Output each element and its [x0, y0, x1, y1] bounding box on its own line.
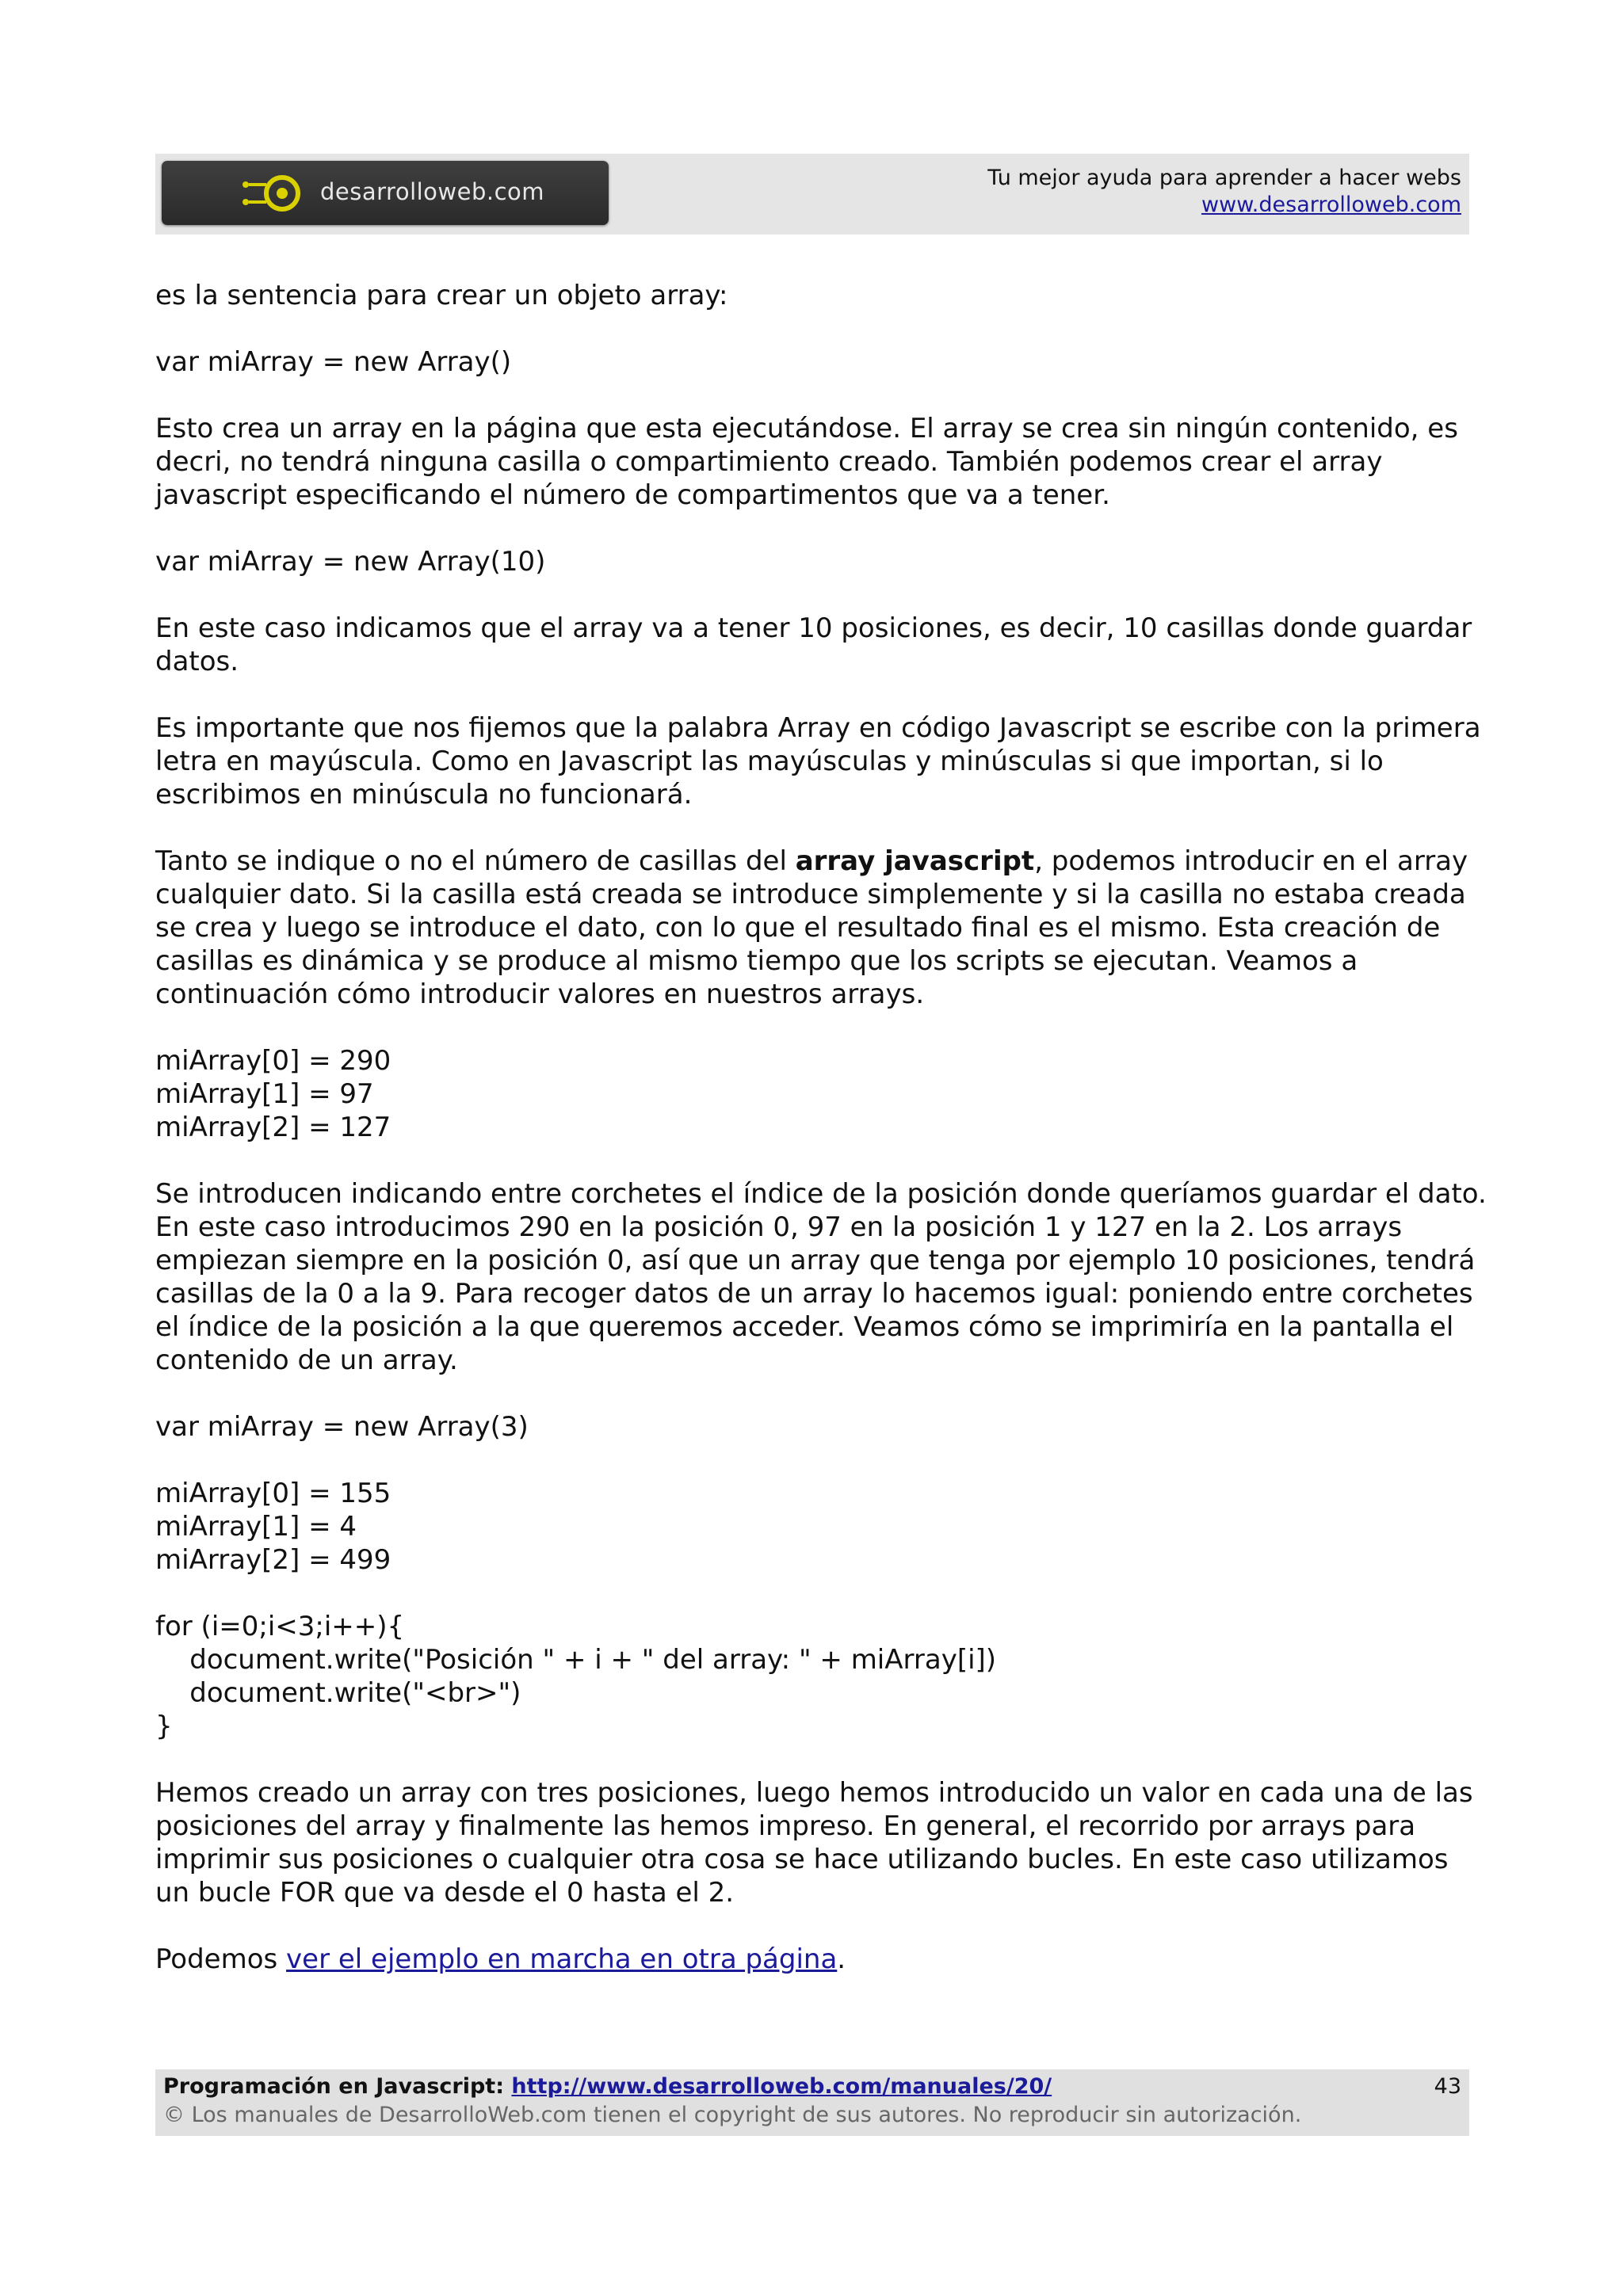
main-content [155, 279, 1487, 2009]
footer-copyright: © Los manuales de DesarrolloWeb.com tienen el copyright de sus autores. No reproducir sin autorización. [163, 2103, 1302, 2127]
paragraph-ten-positions: En este caso indicamos que el array va a tener 10 posiciones, es decir, 10 casillas donde guardar datos. [155, 612, 1472, 677]
page-number: 43 [1434, 2074, 1461, 2099]
paragraph-create-array: Esto crea un array en la página que esta ejecutándose. El array se crea sin ningún contenido, es decri, no tendrá ninguna casilla o compartimiento creado. También podemos crear el array javascript especificando el número de compartimentos que va a tener. [155, 413, 1458, 511]
header-tagline: Tu mejor ayuda para aprender a hacer webs [987, 166, 1461, 190]
logo-mark-icon [236, 174, 315, 213]
example-link[interactable]: ver el ejemplo en marcha en otra página [286, 1943, 838, 1975]
text-span: . [837, 1943, 846, 1975]
code-new-array-10: var miArray = new Array(10) [155, 546, 546, 578]
footer-url-link[interactable]: http://www.desarrolloweb.com/manuales/20/ [511, 2074, 1052, 2099]
footer-title [163, 2074, 1052, 2099]
logo-text: desarrolloweb.com [320, 178, 545, 205]
page-header [155, 154, 1469, 235]
text-span: Podemos [155, 1943, 287, 1975]
code-new-array: var miArray = new Array() [155, 346, 512, 378]
paragraph-uppercase: Es importante que nos fijemos que la palabra Array en código Javascript se escribe con la primera letra en mayúscula. Como en Javascript las mayúsculas y minúsculas si que importan, si lo escribimos en minúscula no funcionará. [155, 712, 1481, 810]
code-new-array-3: var miArray = new Array(3) [155, 1411, 529, 1443]
header-tagline-block [987, 165, 1461, 219]
page-footer [155, 2069, 1469, 2136]
code-assign-values: miArray[0] = 290 miArray[1] = 97 miArray[2] = 127 [155, 1045, 391, 1143]
paragraph-summary: Hemos creado un array con tres posiciones, luego hemos introducido un valor en cada una de las posiciones del array y finalmente las hemos impreso. En general, el recorrido por arrays para imprimir sus posiciones o cualquier otra cosa se hace utilizando bucles. En este caso utilizamos un bucle FOR que va desde el 0 hasta el 2. [155, 1777, 1473, 1909]
text-span: , podemos introducir en el array cualquier dato. Si la casilla está creada se introduce simplemente y si la casilla no estaba creada se crea y luego se introduce el dato, con lo que el resultado final es el mismo. Esta creación de casillas es dinámica y se produce al mismo tiempo que los scripts se ejecutan. Veamos a continuación cómo introducir valores en nuestros arrays. [155, 845, 1468, 1010]
bold-term: array javascript [795, 845, 1035, 877]
paragraph-dynamic [155, 845, 1487, 1011]
text-span: Tanto se indique o no el número de casillas del [155, 845, 796, 877]
paragraph-intro: es la sentencia para crear un objeto array: [155, 280, 728, 311]
paragraph-example-link [155, 1943, 1487, 1976]
code-for-loop: for (i=0;i<3;i++){ document.write("Posición " + i + " del array: " + miArray[i]) document.write("<br>") } [155, 1611, 997, 1742]
footer-title-text: Programación en Javascript: [163, 2074, 512, 2099]
code-assign-values-2: miArray[0] = 155 miArray[1] = 4 miArray[2] = 499 [155, 1478, 391, 1576]
header-site-link[interactable]: www.desarrolloweb.com [1201, 193, 1461, 217]
paragraph-index: Se introducen indicando entre corchetes el índice de la posición donde queríamos guardar el dato. En este caso introducimos 290 en la posición 0, 97 en la posición 1 y 127 en la 2. Los arrays empiezan siempre en la posición 0, así que un array que tenga por ejemplo 10 posiciones, tendrá casillas de la 0 a la 9. Para recoger datos de un array lo hacemos igual: poniendo entre corchetes el índice de la posición a la que queremos acceder. Veamos cómo se imprimiría en la pantalla el contenido de un array. [155, 1178, 1487, 1376]
site-logo[interactable] [162, 161, 609, 225]
